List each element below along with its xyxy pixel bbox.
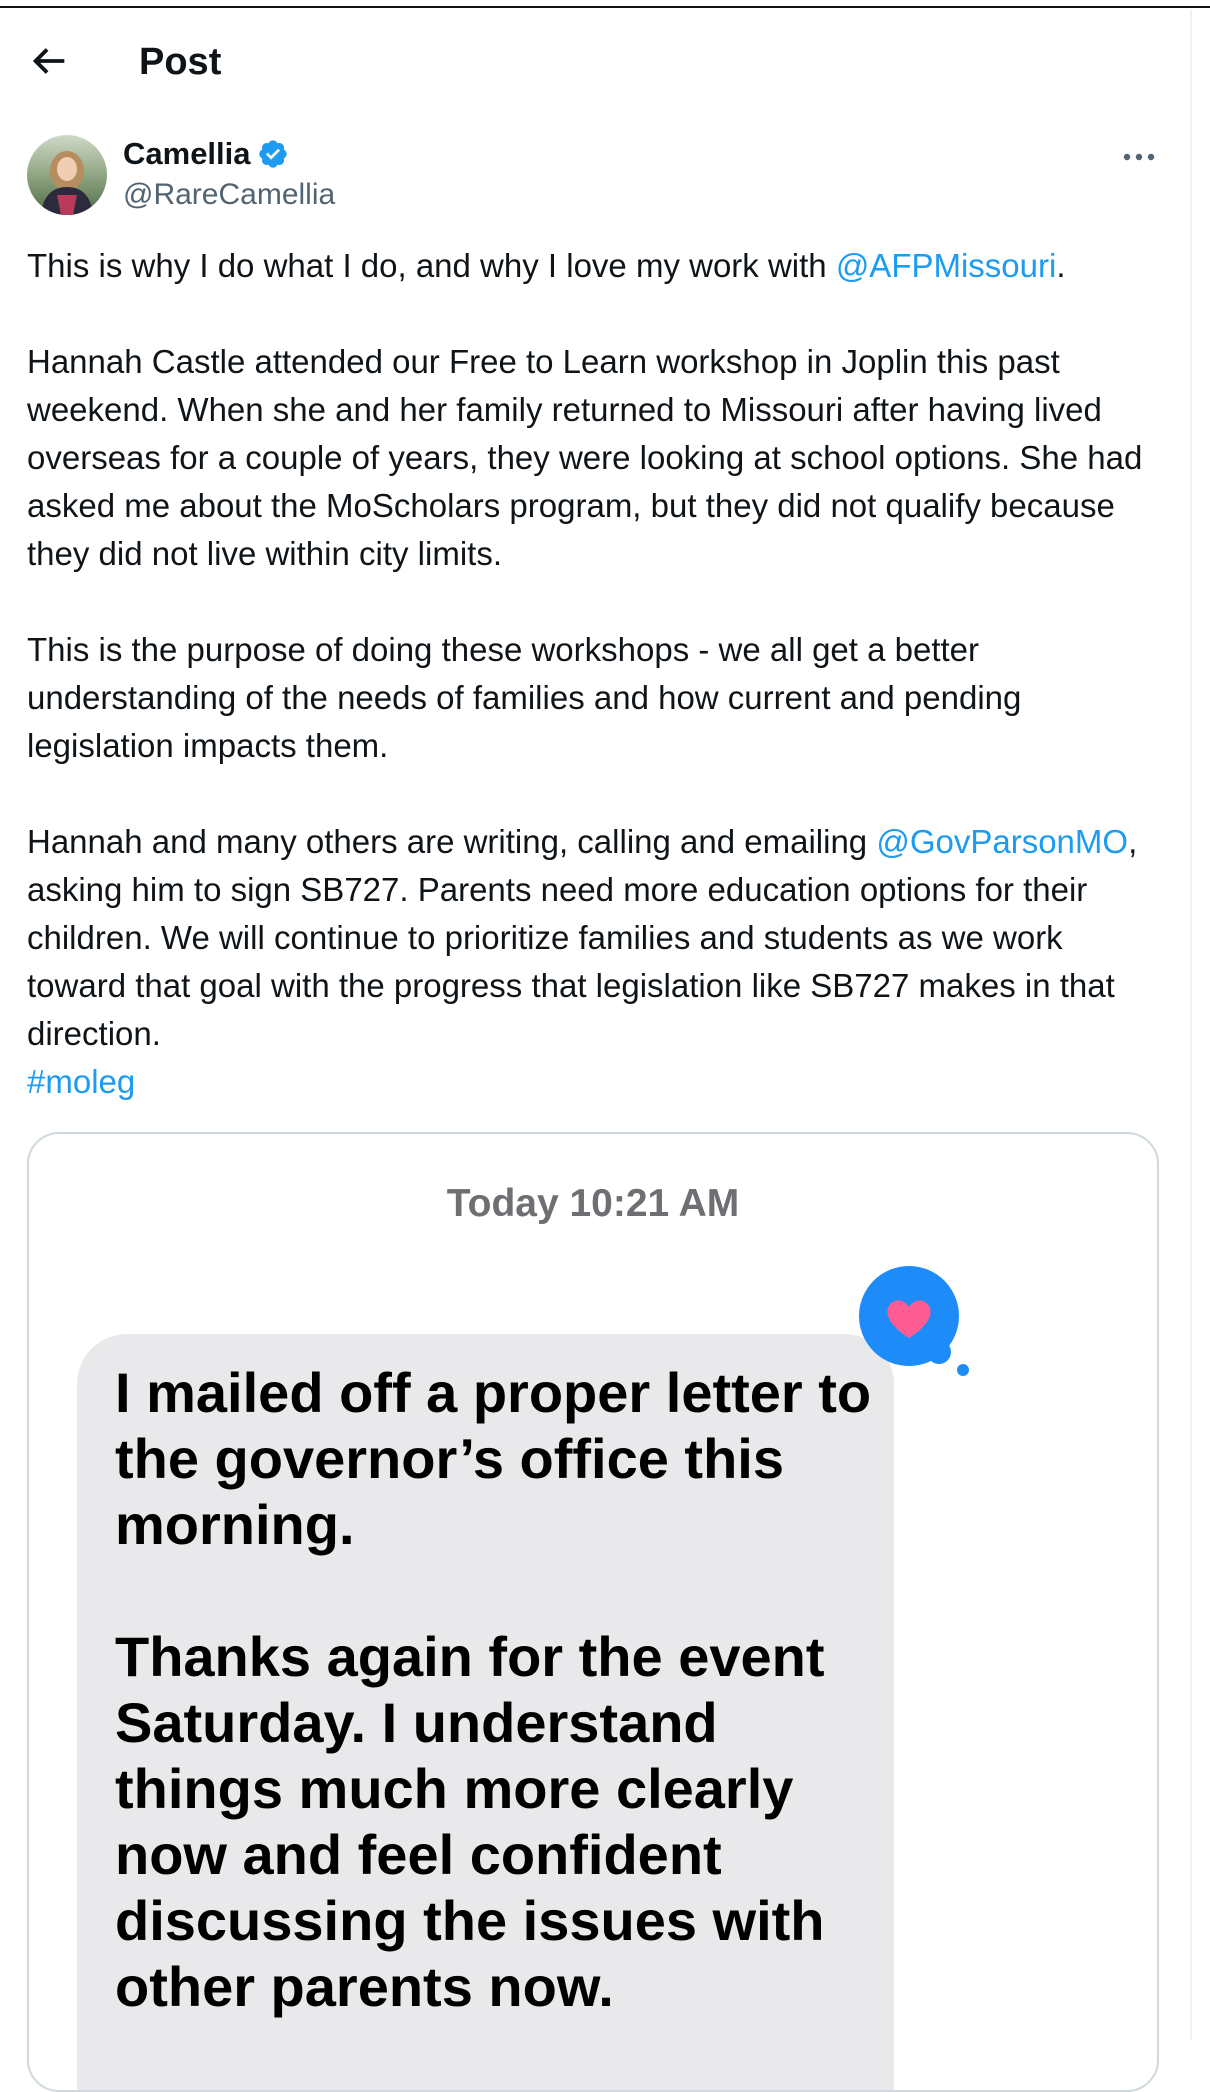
message-timestamp: Today 10:21 AM bbox=[446, 1182, 740, 1225]
tweet-body bbox=[27, 242, 1167, 1106]
tweet-text-segment: Hannah and many others are writing, calling and emailing bbox=[27, 823, 877, 860]
tweet-paragraph-3: This is the purpose of doing these workshops - we all get a better understanding of the needs of families and how current and pending legislation impacts them. bbox=[27, 631, 1022, 764]
author-handle[interactable]: @RareCamellia bbox=[123, 178, 336, 211]
heart-reaction-icon bbox=[859, 1266, 969, 1376]
media-image-card[interactable] bbox=[27, 1132, 1159, 2092]
avatar-image bbox=[27, 135, 107, 215]
tweet-paragraph-1 bbox=[27, 242, 1167, 290]
tweet-text-segment: This is why I do what I do, and why I love my work with bbox=[27, 247, 836, 284]
page-title: Post bbox=[139, 41, 222, 83]
post-header bbox=[0, 10, 1190, 110]
tweet-paragraph-4 bbox=[27, 818, 1167, 1106]
more-options-button[interactable] bbox=[1118, 140, 1160, 174]
tweet-text-segment: , asking him to sign SB727. Parents need more education options for their children. We will continue to prioritize families and students as we work toward that goal with the progress that legislation like SB727 makes in that direction. bbox=[27, 823, 1138, 1052]
author-name-row bbox=[123, 134, 289, 174]
author-name[interactable]: Camellia bbox=[123, 136, 251, 171]
right-border bbox=[1190, 10, 1192, 2040]
mention-link-afpmissouri[interactable]: @AFPMissouri bbox=[835, 247, 1057, 284]
more-horizontal-icon bbox=[1118, 140, 1160, 174]
hashtag-link-moleg[interactable]: #moleg bbox=[27, 1063, 136, 1100]
arrow-left-icon bbox=[26, 38, 72, 84]
back-button[interactable] bbox=[26, 38, 72, 84]
tweet-paragraph-2: Hannah Castle attended our Free to Learn workshop in Joplin this past weekend. When she and her family returned to Missouri after having lived overseas for a couple of years, they were looking at school options. She had asked me about the MoScholars program, but they did not qualify because they did not live within city limits. bbox=[27, 343, 1143, 572]
verified-badge-icon bbox=[257, 138, 289, 170]
top-border bbox=[0, 0, 1210, 8]
avatar[interactable] bbox=[27, 135, 107, 215]
message-paragraph-2: Thanks again for the event Saturday. I understand things much more clearly now and feel confident discussing the issues with other parents now. bbox=[115, 1625, 825, 2018]
message-paragraph-1: I mailed off a proper letter to the governor’s office this morning. bbox=[115, 1361, 872, 1556]
tweet-text-segment: . bbox=[1056, 247, 1066, 284]
mention-link-govparsonmo[interactable]: @GovParsonMO bbox=[876, 823, 1129, 860]
message-text bbox=[115, 1360, 875, 2086]
